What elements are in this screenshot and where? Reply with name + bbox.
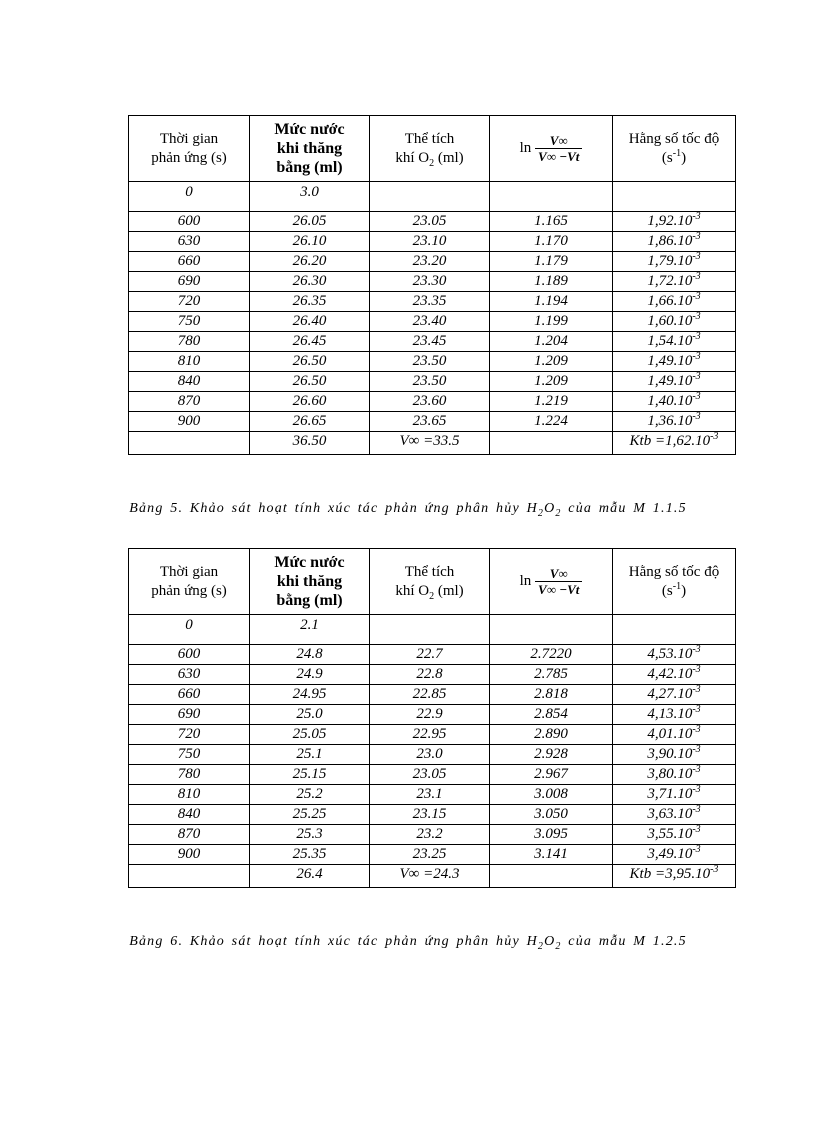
table-row <box>129 665 736 685</box>
cell-time: 840 <box>129 372 250 392</box>
cell-ln: 1.204 <box>490 332 613 352</box>
cell-ln: 1.170 <box>490 232 613 252</box>
header-gas-volume: Thể tích khí $O_2$ (ml) <box>370 116 490 182</box>
cell-time: 900 <box>129 845 250 865</box>
cell-k <box>613 615 736 645</box>
cell-water: 25.3 <box>250 825 370 845</box>
header-row <box>129 549 736 615</box>
cell-time: 840 <box>129 805 250 825</box>
table-caption-5: Bảng 5. Khảo sát hoạt tính xúc tác phản ứng phân hủy $H_2O_2$ của mẫu M 1.1.5 <box>129 501 687 519</box>
cell-water: 26.20 <box>250 252 370 272</box>
table-row <box>129 725 736 745</box>
table-row <box>129 312 736 332</box>
header-ln-formula: ln $\frac{V\infty}{V\infty -Vt}$ <box>490 549 613 615</box>
table-row <box>129 212 736 232</box>
cell-time: 870 <box>129 825 250 845</box>
cell-gas: 23.50 <box>370 372 490 392</box>
cell-gas: 23.10 <box>370 232 490 252</box>
cell-ln: 2.967 <box>490 765 613 785</box>
cell-water: 26.10 <box>250 232 370 252</box>
cell-ln: 1.209 <box>490 372 613 392</box>
cell-water: 24.95 <box>250 685 370 705</box>
cell-k-average: Ktb $=3,95.10^{-3}$ <box>613 865 736 888</box>
cell-gas: 23.35 <box>370 292 490 312</box>
cell-gas: 22.8 <box>370 665 490 685</box>
cell-gas: 23.15 <box>370 805 490 825</box>
cell-ln: 3.141 <box>490 845 613 865</box>
cell-ln: 2.818 <box>490 685 613 705</box>
cell-time: 720 <box>129 725 250 745</box>
cell-k: $1,92.10^{-3}$ <box>613 212 736 232</box>
cell-ln: 1.199 <box>490 312 613 332</box>
cell-gas: 22.95 <box>370 725 490 745</box>
cell-water: 26.35 <box>250 292 370 312</box>
table-row <box>129 745 736 765</box>
cell-ln <box>490 615 613 645</box>
cell-time: 780 <box>129 332 250 352</box>
cell-v-infinity: V∞ =33.5 <box>370 432 490 455</box>
header-rate-constant: Hằng số tốc độ $(s^{-1})$ <box>613 549 736 615</box>
data-table-1 <box>128 115 736 455</box>
cell-gas: 23.50 <box>370 352 490 372</box>
cell-k: $1,60.10^{-3}$ <box>613 312 736 332</box>
cell-water: 26.60 <box>250 392 370 412</box>
cell-ln <box>490 432 613 455</box>
cell-water: 26.45 <box>250 332 370 352</box>
cell-ln: 3.050 <box>490 805 613 825</box>
table-row <box>129 785 736 805</box>
table-row <box>129 645 736 665</box>
table-row <box>129 805 736 825</box>
cell-gas: 23.25 <box>370 845 490 865</box>
cell-k: $1,66.10^{-3}$ <box>613 292 736 312</box>
cell-ln <box>490 865 613 888</box>
cell-gas: 23.0 <box>370 745 490 765</box>
table-row <box>129 685 736 705</box>
cell-gas: 22.85 <box>370 685 490 705</box>
cell-k: $3,80.10^{-3}$ <box>613 765 736 785</box>
table-row <box>129 845 736 865</box>
cell-water: 25.0 <box>250 705 370 725</box>
table-row <box>129 765 736 785</box>
cell-time: 600 <box>129 645 250 665</box>
cell-k: $1,49.10^{-3}$ <box>613 372 736 392</box>
cell-water: 25.1 <box>250 745 370 765</box>
table-row <box>129 412 736 432</box>
cell-gas: 23.05 <box>370 765 490 785</box>
cell-gas: 23.30 <box>370 272 490 292</box>
cell-ln: 2.785 <box>490 665 613 685</box>
cell-k: $1,36.10^{-3}$ <box>613 412 736 432</box>
cell-time: 600 <box>129 212 250 232</box>
table-row <box>129 392 736 412</box>
data-table-2 <box>128 548 736 888</box>
cell-k: $4,01.10^{-3}$ <box>613 725 736 745</box>
cell-time: 660 <box>129 252 250 272</box>
cell-water: 26.30 <box>250 272 370 292</box>
cell-time: 630 <box>129 665 250 685</box>
cell-k <box>613 182 736 212</box>
cell-time: 750 <box>129 745 250 765</box>
cell-time: 810 <box>129 352 250 372</box>
cell-gas: 22.7 <box>370 645 490 665</box>
header-water-level: Mức nước khi thăng bằng (ml) <box>250 116 370 182</box>
cell-water: 2.1 <box>250 615 370 645</box>
cell-time: 690 <box>129 272 250 292</box>
cell-water: 25.35 <box>250 845 370 865</box>
cell-ln: 1.219 <box>490 392 613 412</box>
cell-time: 900 <box>129 412 250 432</box>
cell-gas: 23.20 <box>370 252 490 272</box>
cell-ln <box>490 182 613 212</box>
cell-v-infinity: V∞ =24.3 <box>370 865 490 888</box>
cell-k: $4,13.10^{-3}$ <box>613 705 736 725</box>
cell-water: 25.15 <box>250 765 370 785</box>
cell-k: $1,49.10^{-3}$ <box>613 352 736 372</box>
cell-water: 24.8 <box>250 645 370 665</box>
table-row <box>129 352 736 372</box>
cell-gas: 23.45 <box>370 332 490 352</box>
cell-gas: 22.9 <box>370 705 490 725</box>
cell-water: 25.2 <box>250 785 370 805</box>
cell-water: 26.65 <box>250 412 370 432</box>
cell-time <box>129 432 250 455</box>
cell-k-average: Ktb $=1,62.10^{-3}$ <box>613 432 736 455</box>
cell-k: $1,79.10^{-3}$ <box>613 252 736 272</box>
cell-ln: 2.7220 <box>490 645 613 665</box>
table-row <box>129 292 736 312</box>
cell-gas: 23.05 <box>370 212 490 232</box>
cell-time: 630 <box>129 232 250 252</box>
cell-water-final: 26.4 <box>250 865 370 888</box>
table-row-summary <box>129 432 736 455</box>
header-ln-formula: ln $\frac{V\infty}{V\infty -Vt}$ <box>490 116 613 182</box>
table-row <box>129 825 736 845</box>
cell-ln: 1.165 <box>490 212 613 232</box>
table-row-initial <box>129 182 736 212</box>
cell-k: $4,53.10^{-3}$ <box>613 645 736 665</box>
cell-ln: 1.209 <box>490 352 613 372</box>
table-row <box>129 705 736 725</box>
cell-time: 720 <box>129 292 250 312</box>
cell-time: 780 <box>129 765 250 785</box>
cell-k: $4,27.10^{-3}$ <box>613 685 736 705</box>
cell-gas: 23.40 <box>370 312 490 332</box>
cell-ln: 1.224 <box>490 412 613 432</box>
cell-ln: 2.890 <box>490 725 613 745</box>
cell-water: 26.50 <box>250 352 370 372</box>
cell-water: 25.25 <box>250 805 370 825</box>
cell-k: $1,40.10^{-3}$ <box>613 392 736 412</box>
cell-water: 26.40 <box>250 312 370 332</box>
table-row <box>129 252 736 272</box>
cell-ln: 2.854 <box>490 705 613 725</box>
cell-gas <box>370 182 490 212</box>
cell-time <box>129 865 250 888</box>
cell-time: 810 <box>129 785 250 805</box>
cell-k: $1,72.10^{-3}$ <box>613 272 736 292</box>
cell-time: 870 <box>129 392 250 412</box>
cell-gas: 23.2 <box>370 825 490 845</box>
table-row <box>129 332 736 352</box>
cell-ln: 1.189 <box>490 272 613 292</box>
table-row <box>129 372 736 392</box>
cell-water: 25.05 <box>250 725 370 745</box>
cell-k: $1,86.10^{-3}$ <box>613 232 736 252</box>
cell-water: 24.9 <box>250 665 370 685</box>
cell-water: 26.05 <box>250 212 370 232</box>
table-row-summary <box>129 865 736 888</box>
cell-water: 26.50 <box>250 372 370 392</box>
table-row <box>129 232 736 252</box>
cell-k: $3,55.10^{-3}$ <box>613 825 736 845</box>
header-rate-constant: Hằng số tốc độ $(s^{-1})$ <box>613 116 736 182</box>
header-row <box>129 116 736 182</box>
cell-time: 750 <box>129 312 250 332</box>
cell-k: $3,63.10^{-3}$ <box>613 805 736 825</box>
cell-ln: 1.179 <box>490 252 613 272</box>
header-gas-volume: Thể tích khí $O_2$ (ml) <box>370 549 490 615</box>
cell-ln: 3.008 <box>490 785 613 805</box>
cell-gas: 23.65 <box>370 412 490 432</box>
header-time: Thời gian phản ứng (s) <box>129 549 250 615</box>
cell-time: 690 <box>129 705 250 725</box>
cell-ln: 2.928 <box>490 745 613 765</box>
header-water-level: Mức nước khi thăng bằng (ml) <box>250 549 370 615</box>
cell-time: 0 <box>129 615 250 645</box>
cell-k: $3,49.10^{-3}$ <box>613 845 736 865</box>
cell-water: 3.0 <box>250 182 370 212</box>
cell-k: $3,90.10^{-3}$ <box>613 745 736 765</box>
cell-gas: 23.60 <box>370 392 490 412</box>
cell-water-final: 36.50 <box>250 432 370 455</box>
cell-time: 660 <box>129 685 250 705</box>
cell-k: $1,54.10^{-3}$ <box>613 332 736 352</box>
cell-k: $4,42.10^{-3}$ <box>613 665 736 685</box>
cell-k: $3,71.10^{-3}$ <box>613 785 736 805</box>
cell-gas: 23.1 <box>370 785 490 805</box>
table-row <box>129 272 736 292</box>
cell-ln: 3.095 <box>490 825 613 845</box>
cell-gas <box>370 615 490 645</box>
table-caption-6: Bảng 6. Khảo sát hoạt tính xúc tác phản ứng phân hủy $H_2O_2$ của mẫu M 1.2.5 <box>129 934 687 952</box>
cell-ln: 1.194 <box>490 292 613 312</box>
cell-time: 0 <box>129 182 250 212</box>
table-row-initial <box>129 615 736 645</box>
header-time: Thời gian phản ứng (s) <box>129 116 250 182</box>
